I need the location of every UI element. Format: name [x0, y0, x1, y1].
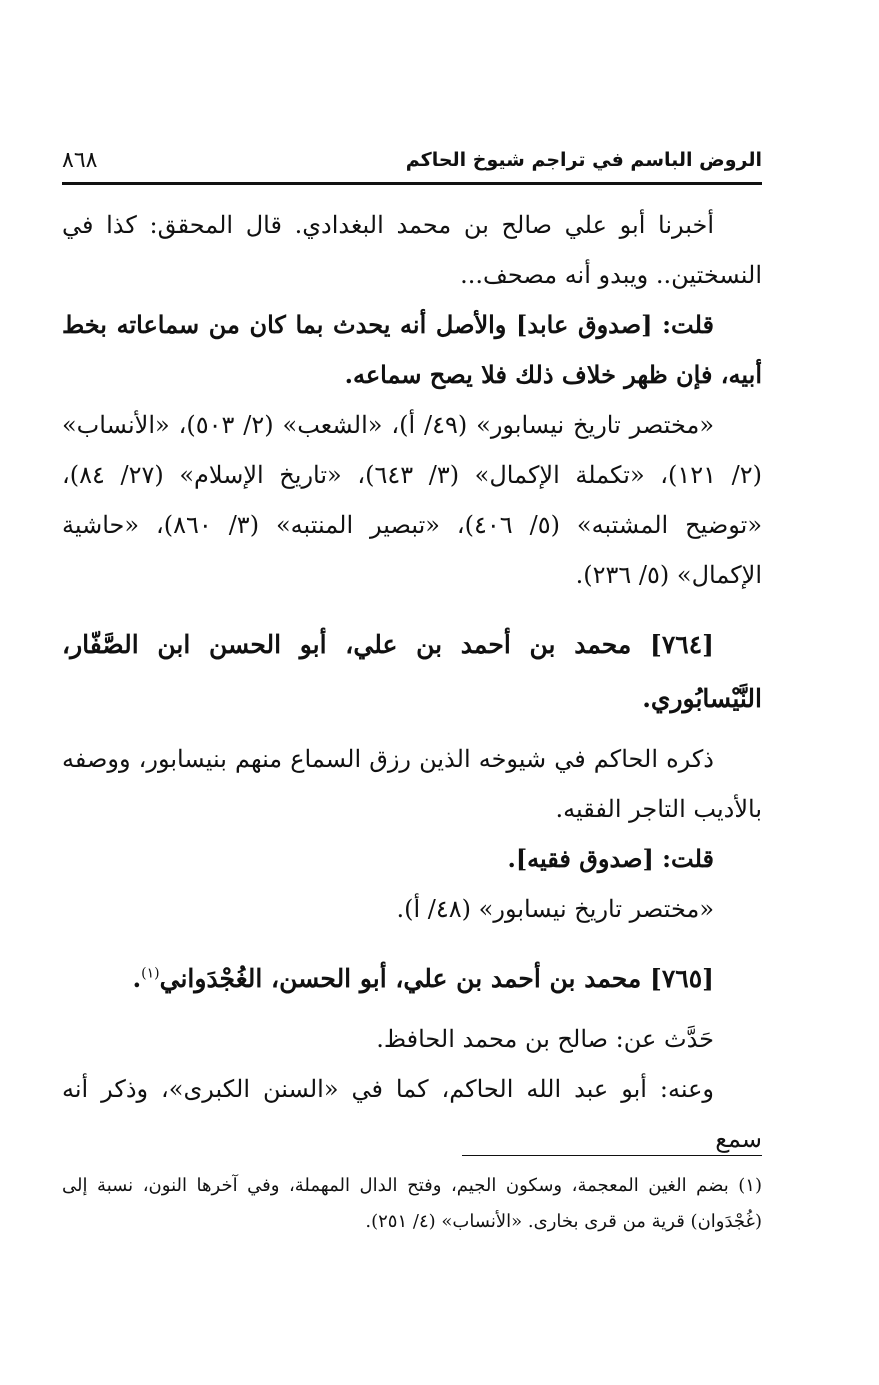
footnote: (١) بضم الغين المعجمة، وسكون الجيم، وفتح الدال المهملة، وفي آخرها النون، نسبة إلى (غُجْدَوان) قرية من قرى بخارى. «الأنساب» (٤/ ٢٥١). [62, 1175, 762, 1232]
paragraph-entry-764-description: ذكره الحاكم في شيوخه الذين رزق السماع منهم بنيسابور، ووصفه بالأديب التاجر الفقيه. [62, 745, 762, 823]
body-text [62, 200, 762, 1164]
book-page [62, 0, 762, 1385]
paragraph-source-note: أخبرنا أبو علي صالح بن محمد البغدادي. قال المحقق: كذا في النسختين.. ويبدو أنه مصحف... [62, 211, 762, 289]
paragraph-narrated-from: حَدَّث عن: صالح بن محمد الحافظ. [376, 1025, 714, 1053]
running-title: الروض الباسم في تراجم شيوخ الحاكم [405, 149, 762, 171]
paragraph-references-764: «مختصر تاريخ نيسابور» (٤٨/ أ). [396, 895, 714, 923]
paragraph-verdict-763: قلت: [صدوق عابد] والأصل أنه يحدث بما كان من سماعاته بخط أبيه، فإن ظهر خلاف ذلك فلا يصح سماعه. [62, 310, 762, 389]
entry-764-heading: [٧٦٤] محمد بن أحمد بن علي، أبو الحسن ابن الصَّفّار، النَّيْسابُوري. [62, 630, 762, 713]
footnote-rule [462, 1155, 762, 1156]
paragraph-references-763: «مختصر تاريخ نيسابور» (٤٩/ أ)، «الشعب» (٢/ ٥٠٣)، «الأنساب» (٢/ ١٢١)، «تكملة الإكمال» (٣/ ٦٤٣)، «تاريخ الإسلام» (٢٧/ ٨٤)، «توضيح المشتبه» (٥/ ٤٠٦)، «تبصير المنتبه» (٣/ ٨٦٠)، «حاشية الإكمال» (٥/ ٢٣٦). [62, 411, 763, 589]
footnote-marker: (١) [141, 965, 160, 982]
entry-765-heading [62, 952, 762, 1006]
paragraph-verdict-764: قلت: [صدوق فقيه]. [507, 844, 714, 873]
entry-765-heading-end: . [132, 964, 142, 993]
entry-765-heading-text: [٧٦٥] محمد بن أحمد بن علي، أبو الحسن، الغُجْدَواني [159, 964, 714, 993]
page-number: ٨٦٨ [62, 147, 98, 173]
header-rule [62, 182, 762, 185]
page-header [62, 138, 762, 182]
paragraph-narrated-by: وعنه: أبو عبد الله الحاكم، كما في «السنن الكبرى»، وذكر أنه سمع [62, 1075, 762, 1153]
